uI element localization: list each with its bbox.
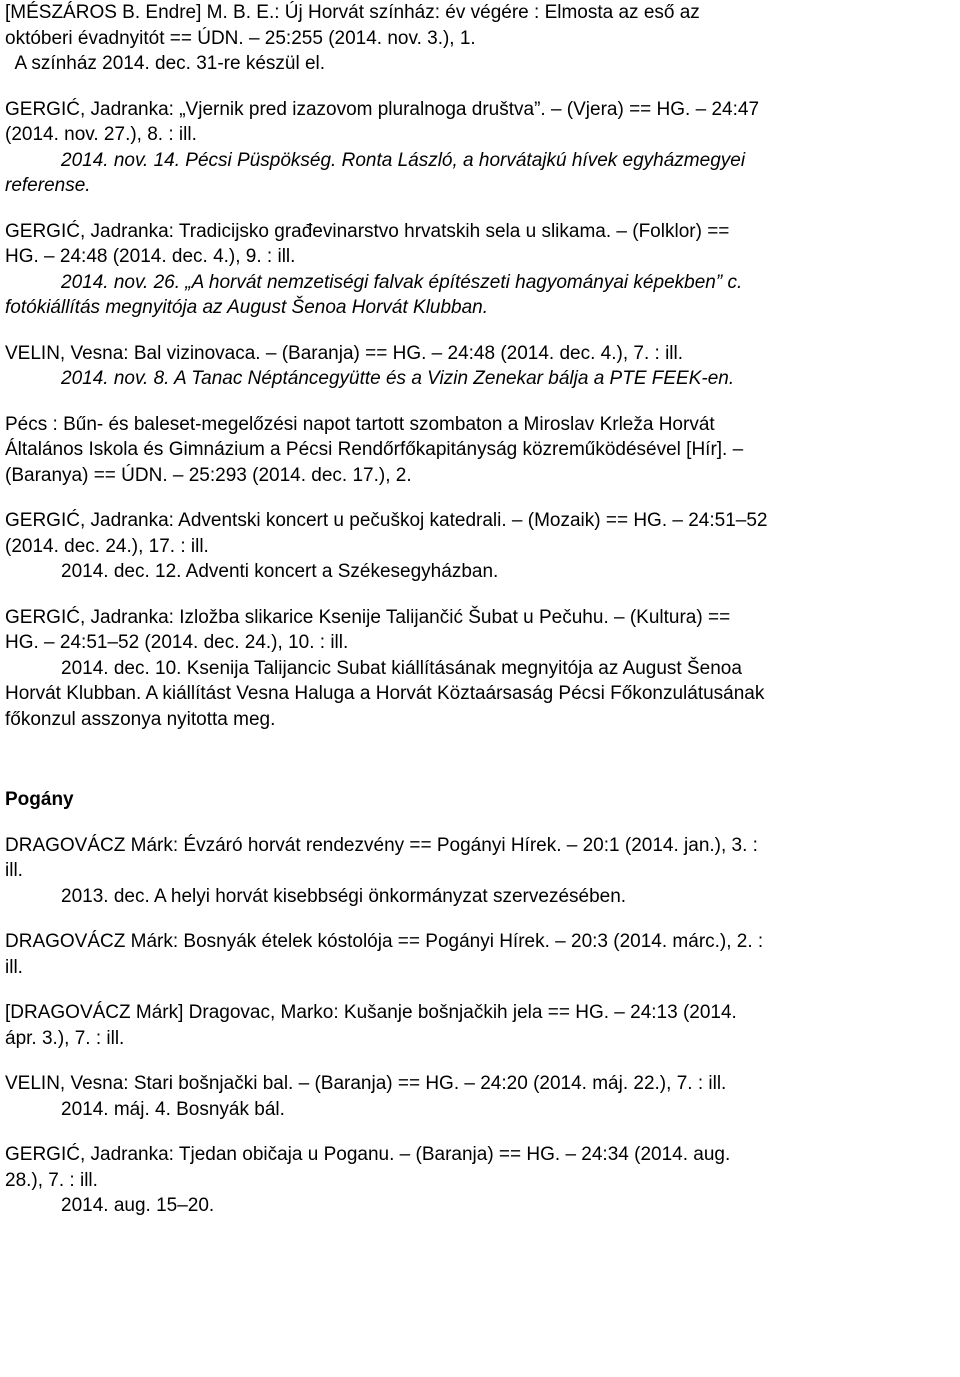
bibliography-entry — [5, 929, 960, 980]
spacer — [5, 732, 960, 787]
entry-line: HG. – 24:48 (2014. dec. 4.), 9. : ill. — [5, 246, 296, 267]
bibliography-entry — [5, 341, 960, 392]
section-heading: Pogány — [5, 789, 74, 810]
spacer — [5, 77, 960, 97]
spacer — [5, 321, 960, 341]
entry-line: (2014. dec. 24.), 17. : ill. — [5, 535, 209, 557]
entry-line: GERGIĆ, Jadranka: Tradicijsko građevinarstvo hrvatskih sela u slikama. – (Folklor) == — [5, 220, 730, 242]
entry-line: ill. — [5, 860, 23, 881]
bibliography-entry — [5, 97, 960, 199]
entry-line: (2014. nov. 27.), 8. : ill. — [5, 124, 197, 145]
entry-note: 2013. dec. A helyi horvát kisebbségi önkormányzat szervezésében. — [61, 885, 627, 907]
entry-note: 2014. máj. 4. Bosnyák bál. — [61, 1098, 285, 1120]
entry-line: HG. – 24:51–52 (2014. dec. 24.), 10. : ill. — [5, 632, 349, 653]
entry-line: Általános Iskola és Gimnázium a Pécsi Rendőrfőkapitányság közreműködésével [Hír]. – — [5, 439, 744, 460]
entry-line: VELIN, Vesna: Stari bošnjački bal. – (Baranja) == HG. – 24:20 (2014. máj. 22.), 7. : ill. — [5, 1073, 727, 1094]
entry-note: 2014. nov. 26. „A horvát nemzetiségi falvak építészeti hagyományai képekben” c. — [61, 271, 743, 293]
bibliography-entry — [5, 0, 960, 77]
spacer — [5, 1051, 960, 1071]
bibliography-entry — [5, 1000, 960, 1051]
entry-note: 2014. dec. 10. Ksenija Talijancic Subat kiállításának megnyitója az August Šenoa — [61, 657, 742, 679]
bibliography-entry — [5, 833, 960, 910]
entry-line: DRAGOVÁCZ Márk: Bosnyák ételek kóstolója == Pogányi Hírek. – 20:3 (2014. márc.), 2. : — [5, 931, 764, 952]
entry-line: VELIN, Vesna: Bal vizinovaca. – (Baranja) == HG. – 24:48 (2014. dec. 4.), 7. : ill. — [5, 342, 684, 364]
entry-line: A színház 2014. dec. 31-re készül el. — [5, 53, 326, 74]
entry-line: októberi évadnyitót == ÚDN. – 25:255 (2014. nov. 3.), 1. — [5, 27, 476, 49]
entry-note: referense. — [5, 175, 91, 196]
entry-line: DRAGOVÁCZ Márk: Évzáró horvát rendezvény == Pogányi Hírek. – 20:1 (2014. jan.), 3. : — [5, 834, 758, 856]
entry-line: ill. — [5, 956, 23, 978]
entry-line: GERGIĆ, Jadranka: Adventski koncert u pečuškoj katedrali. – (Mozaik) == HG. – 24:51–52 — [5, 510, 768, 531]
entry-line: GERGIĆ, Jadranka: „Vjernik pred izazovom pluralnoga društva”. – (Vjera) == HG. – 24:47 — [5, 98, 760, 120]
entry-line: ápr. 3.), 7. : ill. — [5, 1027, 125, 1049]
entry-note: 2014. nov. 14. Pécsi Püspökség. Ronta László, a horvátajkú hívek egyházmegyei — [61, 149, 746, 171]
bibliography-entry — [5, 508, 960, 585]
entry-line: [DRAGOVÁCZ Márk] Dragovac, Marko: Kušanje bošnjačkih jela == HG. – 24:13 (2014. — [5, 1002, 737, 1023]
entry-note: 2014. dec. 12. Adventi koncert a Székesegyházban. — [61, 561, 499, 582]
spacer — [5, 585, 960, 605]
entry-line: GERGIĆ, Jadranka: Izložba slikarice Ksenije Talijančić Šubat u Pečuhu. – (Kultura) == — [5, 606, 731, 628]
bibliography-entry — [5, 219, 960, 321]
spacer — [5, 1122, 960, 1142]
entry-line: 28.), 7. : ill. — [5, 1169, 98, 1191]
spacer — [5, 980, 960, 1000]
entry-line: GERGIĆ, Jadranka: Tjedan običaja u Poganu. – (Baranja) == HG. – 24:34 (2014. aug. — [5, 1144, 731, 1165]
document-page — [5, 0, 960, 1219]
bibliography-entry — [5, 605, 960, 733]
spacer — [5, 813, 960, 833]
entry-note: 2014. nov. 8. A Tanac Néptáncegyütte és a Vizin Zenekar bálja a PTE FEEK-en. — [61, 368, 735, 389]
spacer — [5, 488, 960, 508]
entry-note: főkonzul asszonya nyitotta meg. — [5, 708, 276, 730]
entry-note: fotókiállítás megnyitója az August Šenoa Horvát Klubban. — [5, 297, 489, 318]
spacer — [5, 199, 960, 219]
entry-line: Pécs : Bűn- és baleset-megelőzési napot tartott szombaton a Miroslav Krleža Horvát — [5, 413, 715, 435]
bibliography-entry — [5, 412, 960, 489]
spacer — [5, 909, 960, 929]
entry-note: 2014. aug. 15–20. — [61, 1195, 215, 1216]
bibliography-entry — [5, 1071, 960, 1122]
spacer — [5, 392, 960, 412]
entry-line: [MÉSZÁROS B. Endre] M. B. E.: Új Horvát színház: év végére : Elmosta az eső az — [5, 2, 700, 23]
bibliography-entry — [5, 1142, 960, 1219]
entry-note: Horvát Klubban. A kiállítást Vesna Haluga a Horvát Köztaársaság Pécsi Főkonzulátusának — [5, 683, 765, 704]
entry-line: (Baranya) == ÚDN. – 25:293 (2014. dec. 17.), 2. — [5, 464, 412, 486]
